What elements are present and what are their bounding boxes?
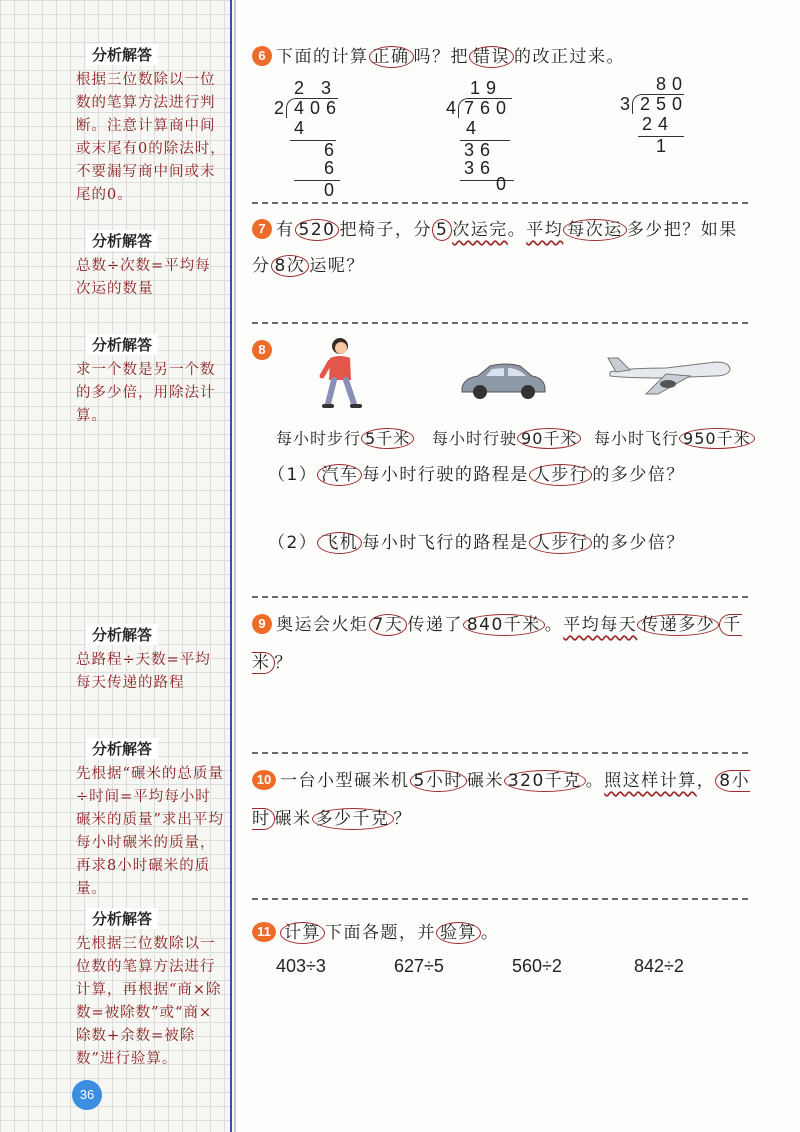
question-7 [252,212,752,284]
dividend: 250 [640,94,689,114]
remainder: 0 [324,180,341,200]
circled-term: 多少千克 [312,808,394,830]
section-divider [252,322,748,324]
wheel [473,385,487,399]
text: 的多少倍？ [592,465,685,485]
analysis-note-q9 [76,624,226,695]
circled-term: 每次运 [563,219,627,241]
note-title: 分析解答 [86,908,158,929]
text: 每小时步行 [276,429,362,448]
note-body: 根据三位数除以一位数的笔算方法进行判断。注意计算商中间或末尾有0的除法时，不要漏写商中间或末尾的0。 [76,72,226,203]
step: 4 [294,118,311,138]
quotient: 80 [656,74,689,94]
question-6 [252,40,625,74]
question-9 [252,606,752,682]
circled-term: 320千克 [504,770,586,792]
question-11 [252,916,500,950]
circled-term: 汽车 [317,464,362,486]
divisor: 2 [274,98,291,118]
text: 把椅子，分 [339,220,432,240]
divisor: 4 [446,98,463,118]
page-number: 36 [72,1080,102,1110]
remainder: 0 [496,174,513,194]
circled-term: 8小时 [252,771,751,829]
note-title: 分析解答 [86,334,158,355]
problem-4: 842÷2 [634,956,684,976]
problem-2: 627÷5 [394,956,444,976]
text: 碾米 [274,809,312,829]
question-8-part-2 [268,526,685,560]
divisor: 3 [620,94,637,114]
circled-term: 人步行 [529,464,593,486]
wavy-term: 次运完 [452,220,508,240]
text: （2） [268,533,318,553]
wheel [521,385,535,399]
text: 运呢？ [309,256,365,276]
text: 的改正过来。 [514,47,625,67]
text: ？ [393,809,412,829]
text: 吗？把 [413,47,469,67]
question-number: 7 [252,219,272,239]
circled-term: 人步行 [529,532,593,554]
circled-term: 7天 [369,614,408,636]
plane-speed [594,426,755,449]
quotient: 19 [470,78,503,98]
circled-term: 8次 [271,255,310,277]
legs [328,380,354,404]
airplane-illustration [606,350,734,400]
jacket [329,356,351,380]
text: 传递了 [407,615,463,635]
analysis-sidebar [0,0,232,1132]
problem-1: 403÷3 [276,956,326,976]
text: 每小时飞行的路程是 [362,533,529,553]
text: 有 [276,220,295,240]
quotient: 2 3 [294,78,338,98]
walk-speed [276,426,414,449]
text: 。 [481,923,500,943]
circled-term: 950千米 [679,428,755,449]
note-title: 分析解答 [86,44,158,65]
note-body: 先根据三位数除以一位数的笔算方法进行计算，再根据“商×除数=被除数”或“商×除数+余数=被除数”进行验算。 [76,936,222,1067]
arm [322,362,330,376]
text: （1） [268,465,318,485]
circled-term: 千米 [252,615,742,673]
question-10 [252,762,752,838]
step: 4 [466,118,483,138]
question-8 [252,334,276,368]
text: ？ [274,653,293,673]
text: 一台小型碾米机 [280,771,410,791]
circled-term: 5千米 [361,428,414,449]
text: 奥运会火炬 [276,615,369,635]
wavy-term: 平均 [526,220,564,240]
text: 。 [507,220,527,240]
engine [660,380,676,388]
analysis-note-q8 [76,334,226,428]
step: 36 [464,158,497,178]
section-divider [252,202,748,204]
section-divider [252,596,748,598]
circled-term: 正确 [369,46,414,68]
walking-person-illustration [318,336,364,412]
text: 每小时行驶的路程是 [362,465,529,485]
circled-term: 飞机 [317,532,362,554]
step: 6 [324,158,341,178]
note-body: 先根据“碾米的总质量÷时间=平均每小时碾米的质量”求出平均每小时碾米的质量，再求8小时碾米的质量。 [76,766,224,897]
problem-3: 560÷2 [512,956,562,976]
remainder: 1 [656,136,673,156]
note-title: 分析解答 [86,230,158,251]
text: 碾米 [466,771,504,791]
circled-term: 验算 [436,922,481,944]
note-body: 总数÷次数=平均每次运的数量 [76,258,211,297]
long-division-2 [446,78,536,198]
circled-term: 计算 [280,922,325,944]
question-number: 6 [252,46,272,66]
dividend: 406 [294,98,343,118]
question-number: 9 [252,614,272,634]
car-speed [432,426,581,449]
tail [608,358,630,372]
question-8-part-1 [268,458,685,492]
question-number: 10 [252,770,276,790]
circled-term: 90千米 [517,428,581,449]
analysis-note-q7 [76,230,226,301]
section-divider [252,752,748,754]
note-title: 分析解答 [86,738,158,759]
question-number: 11 [252,922,276,942]
circled-term: 5小时 [410,770,467,792]
section-divider [252,898,748,900]
dividend: 760 [464,98,513,118]
circled-term: 传递多少 [637,614,719,636]
car-illustration [458,360,548,402]
text: 。 [544,615,564,635]
text: 下面的计算 [276,47,369,67]
long-division-3 [620,74,700,154]
text: 下面各题，并 [325,923,436,943]
step: 24 [642,114,675,134]
text: 每小时飞行 [594,429,680,448]
text: 每小时行驶 [432,429,518,448]
text: 。 [585,771,605,791]
step: 36 [464,140,497,160]
long-division-1 [272,78,352,198]
face [335,342,347,354]
analysis-note-q11 [76,908,226,1071]
circled-term: 840千米 [463,614,545,636]
note-body: 总路程÷天数=平均每天传递的路程 [76,652,211,691]
analysis-note-q6 [76,44,226,207]
step: 6 [324,140,341,160]
note-title: 分析解答 [86,624,158,645]
note-body: 求一个数是另一个数的多少倍，用除法计算。 [76,362,216,424]
circled-term: 520 [295,219,340,241]
text: 的多少倍？ [592,533,685,553]
text: 多少把？如果分 [252,220,738,276]
question-number: 8 [252,340,272,360]
wavy-term: 平均每天 [563,615,638,635]
analysis-note-q10 [76,738,226,901]
circled-term: 5 [432,219,452,241]
circled-term: 错误 [469,46,514,68]
text: ， [696,771,716,791]
wavy-term: 照这样计算 [604,771,697,791]
